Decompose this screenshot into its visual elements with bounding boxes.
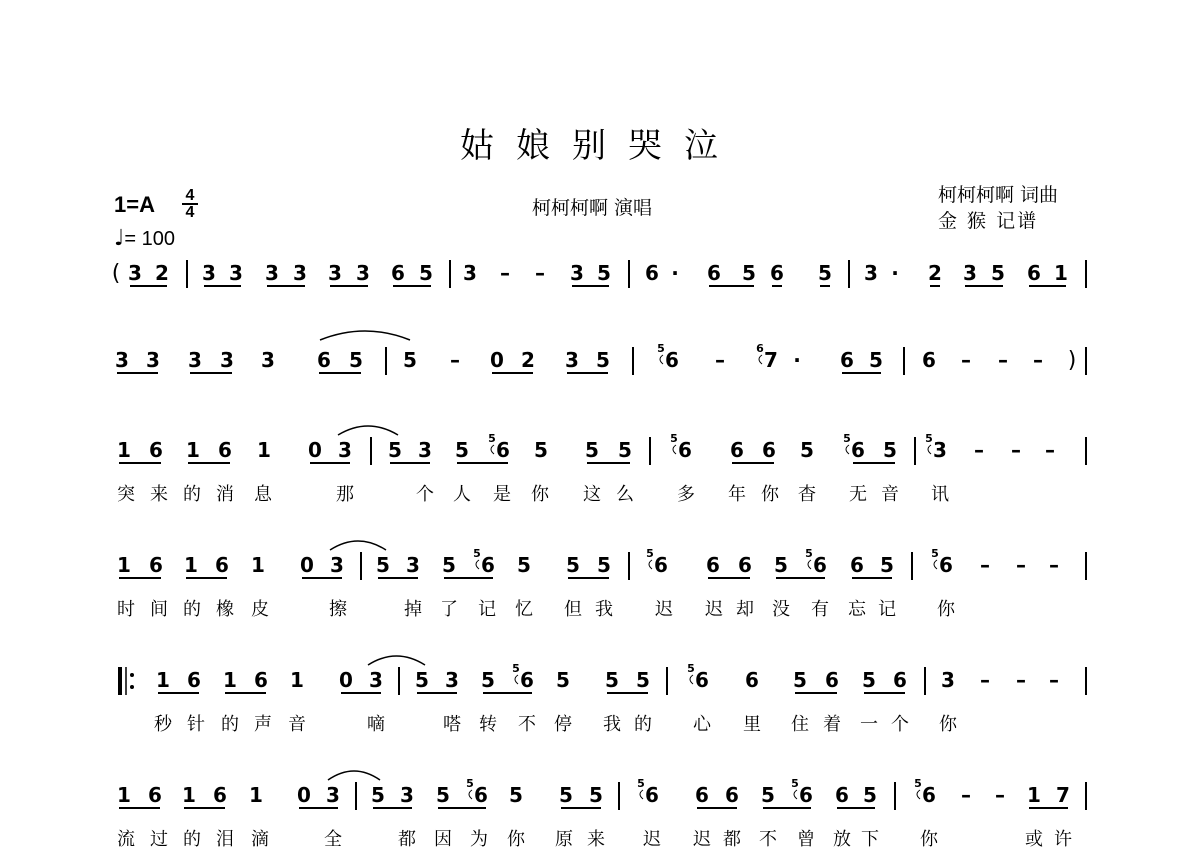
score-note: 0 bbox=[490, 348, 504, 372]
lyric-char: 嘀 bbox=[367, 714, 385, 735]
score-note: 1 bbox=[184, 553, 198, 577]
score-note: 6 bbox=[799, 783, 813, 807]
lyric-char: 来 bbox=[587, 829, 605, 850]
score-note: 3 bbox=[128, 261, 142, 285]
score-note: 6 bbox=[149, 438, 163, 462]
lyric-char: 杳 bbox=[798, 484, 816, 505]
extension-dash: – bbox=[998, 348, 1008, 372]
score-note: 5 bbox=[862, 668, 876, 692]
score-note: 3 bbox=[265, 261, 279, 285]
lyric-char: 嗒 bbox=[443, 714, 461, 735]
lyric-char: 间 bbox=[150, 599, 168, 620]
grace-note: 5 bbox=[791, 777, 799, 790]
extension-dash: – bbox=[1045, 438, 1055, 462]
lyric-char: 滴 bbox=[251, 829, 269, 850]
lyric-char: 消 bbox=[216, 484, 234, 505]
tie-arc bbox=[338, 426, 398, 435]
score-note: 3 bbox=[418, 438, 432, 462]
grace-slur bbox=[673, 445, 676, 454]
extension-dash: – bbox=[1049, 668, 1059, 692]
score-note: 5 bbox=[605, 668, 619, 692]
lyric-char: 你 bbox=[920, 829, 938, 850]
lyric-char: 你 bbox=[761, 484, 779, 505]
grace-note: 5 bbox=[512, 662, 520, 675]
page-title: 姑娘别哭泣 bbox=[460, 126, 740, 166]
grace-slur bbox=[917, 790, 920, 799]
score-note: · bbox=[671, 261, 679, 285]
score-note: 6 bbox=[730, 438, 744, 462]
score-note: 3 bbox=[369, 668, 383, 692]
lyric-char: 人 bbox=[453, 484, 471, 505]
grace-slur bbox=[846, 445, 849, 454]
grace-slur bbox=[928, 445, 931, 454]
score-note: 3 bbox=[565, 348, 579, 372]
score-note: 7 bbox=[764, 348, 778, 372]
lyric-char: 的 bbox=[221, 714, 239, 735]
score-note: 3 bbox=[330, 553, 344, 577]
lyric-char: 个 bbox=[416, 484, 434, 505]
score-note: 5 bbox=[818, 261, 832, 285]
lyric-char: 没 bbox=[772, 599, 790, 620]
lyric-char: 流 bbox=[117, 829, 135, 850]
score-note: 6 bbox=[215, 553, 229, 577]
lyric-char: 全 bbox=[324, 829, 342, 850]
score-note: 3 bbox=[406, 553, 420, 577]
score-note: 0 bbox=[339, 668, 353, 692]
grace-note: 5 bbox=[646, 547, 654, 560]
lyric-char: 橡 bbox=[216, 599, 234, 620]
score-note: 2 bbox=[521, 348, 535, 372]
lyric-char: 的 bbox=[183, 484, 201, 505]
score-row bbox=[117, 782, 1086, 850]
grace-slur bbox=[476, 560, 479, 569]
score-note: 5 bbox=[436, 783, 450, 807]
grace-note: 5 bbox=[637, 777, 645, 790]
extension-dash: – bbox=[1033, 348, 1043, 372]
grace-slur bbox=[690, 675, 693, 684]
tie-arc bbox=[328, 771, 380, 780]
score-row bbox=[115, 347, 1086, 375]
score-note: 5 bbox=[415, 668, 429, 692]
score-note: 6 bbox=[738, 553, 752, 577]
extension-dash: – bbox=[450, 348, 460, 372]
grace-slur bbox=[640, 790, 643, 799]
score-note: 5 bbox=[880, 553, 894, 577]
score-note: 5 bbox=[559, 783, 573, 807]
score-note: 6 bbox=[851, 438, 865, 462]
score-note: 6 bbox=[148, 783, 162, 807]
lyric-char: 声 bbox=[254, 714, 272, 735]
lyric-char: 忆 bbox=[515, 599, 533, 620]
lyric-char: 你 bbox=[507, 829, 525, 850]
score-note: 6 bbox=[825, 668, 839, 692]
score-note: 6 bbox=[762, 438, 776, 462]
score-note: 6 bbox=[850, 553, 864, 577]
score-note: 7 bbox=[1056, 783, 1070, 807]
grace-note: 6 bbox=[756, 342, 764, 355]
score-note: 6 bbox=[1027, 261, 1041, 285]
score-note: 6 bbox=[187, 668, 201, 692]
lyric-char: 放 bbox=[833, 829, 851, 850]
score-note: 6 bbox=[496, 438, 510, 462]
score-note: 5 bbox=[869, 348, 883, 372]
grace-slur bbox=[808, 560, 811, 569]
score-note: 3 bbox=[188, 348, 202, 372]
lyric-char: 转 bbox=[479, 714, 497, 735]
score-note: 3 bbox=[115, 348, 129, 372]
lyric-char: 下 bbox=[861, 829, 879, 850]
grace-note: 5 bbox=[914, 777, 922, 790]
score-row bbox=[117, 552, 1086, 620]
score-note: 6 bbox=[695, 668, 709, 692]
lyric-char: 或 bbox=[1025, 829, 1043, 850]
score-note: 3 bbox=[229, 261, 243, 285]
score-note: · bbox=[891, 261, 899, 285]
lyric-char: 着 bbox=[823, 714, 841, 735]
score-note: 1 bbox=[117, 783, 131, 807]
score-note: 5 bbox=[388, 438, 402, 462]
lyric-char: 有 bbox=[811, 599, 829, 620]
score-note: 3 bbox=[570, 261, 584, 285]
score-note: 5 bbox=[793, 668, 807, 692]
tie-arc bbox=[368, 656, 425, 665]
lyric-char: 无 bbox=[849, 484, 867, 505]
tempo-value: = 100 bbox=[124, 228, 175, 250]
lyric-char: 里 bbox=[743, 714, 761, 735]
lyric-char: 息 bbox=[254, 484, 272, 505]
score-note: 5 bbox=[455, 438, 469, 462]
grace-note: 5 bbox=[925, 432, 933, 445]
lyric-char: 但 bbox=[564, 599, 582, 620]
score-note: 6 bbox=[254, 668, 268, 692]
grace-slur bbox=[934, 560, 937, 569]
score-note: 5 bbox=[597, 553, 611, 577]
lyric-char: 音 bbox=[881, 484, 899, 505]
score-note: 1 bbox=[251, 553, 265, 577]
score-note: 6 bbox=[707, 261, 721, 285]
lyric-char: 个 bbox=[891, 714, 909, 735]
lyric-char: 针 bbox=[187, 714, 205, 735]
score-row bbox=[117, 437, 1086, 505]
lyric-char: 为 bbox=[470, 829, 488, 850]
grace-note: 5 bbox=[488, 432, 496, 445]
lyric-char: 迟 bbox=[643, 829, 661, 850]
repeat-dot bbox=[130, 685, 134, 689]
score-note: 0 bbox=[308, 438, 322, 462]
score-note: 5 bbox=[991, 261, 1005, 285]
score-note: 6 bbox=[665, 348, 679, 372]
lyric-char: 心 bbox=[693, 714, 711, 735]
lyric-char: 我 bbox=[603, 714, 621, 735]
lyric-char: 过 bbox=[150, 829, 168, 850]
score-note: 1 bbox=[117, 438, 131, 462]
score-note: 5 bbox=[774, 553, 788, 577]
extension-dash: – bbox=[961, 783, 971, 807]
lyric-char: 迟 bbox=[693, 829, 711, 850]
extension-dash: – bbox=[535, 261, 545, 285]
score-note: 3 bbox=[963, 261, 977, 285]
lyric-char: 擦 bbox=[329, 599, 347, 620]
grace-note: 5 bbox=[657, 342, 665, 355]
grace-note: 5 bbox=[843, 432, 851, 445]
lyric-char: 年 bbox=[728, 484, 746, 505]
time-signature-top: 4 bbox=[182, 188, 198, 205]
score-note: · bbox=[793, 348, 801, 372]
score-note: 3 bbox=[293, 261, 307, 285]
quarter-note-icon: ♩ bbox=[114, 226, 125, 251]
extension-dash: – bbox=[961, 348, 971, 372]
lyric-char: 停 bbox=[554, 714, 572, 735]
score-note: 5 bbox=[742, 261, 756, 285]
lyric-char: 音 bbox=[288, 714, 306, 735]
transcriber-credit: 金 猴 记谱 bbox=[938, 210, 1039, 232]
score-note: 6 bbox=[678, 438, 692, 462]
score-note: 3 bbox=[146, 348, 160, 372]
score-note: 6 bbox=[481, 553, 495, 577]
lyric-char: 你 bbox=[531, 484, 549, 505]
grace-slur bbox=[649, 560, 652, 569]
score-note: 0 bbox=[297, 783, 311, 807]
lyric-char: 迟 bbox=[705, 599, 723, 620]
score-note: 6 bbox=[213, 783, 227, 807]
score-note: 6 bbox=[654, 553, 668, 577]
score-note: 6 bbox=[645, 261, 659, 285]
lyric-char: 都 bbox=[723, 829, 741, 850]
score-note: 1 bbox=[117, 553, 131, 577]
score-note: 6 bbox=[695, 783, 709, 807]
singer-credit: 柯柯柯啊 演唱 bbox=[532, 197, 653, 219]
score-note: 6 bbox=[706, 553, 720, 577]
score-row bbox=[120, 667, 1086, 735]
extension-dash: – bbox=[500, 261, 510, 285]
score-note: 5 bbox=[376, 553, 390, 577]
lyric-char: 的 bbox=[634, 714, 652, 735]
score-note: 3 bbox=[220, 348, 234, 372]
score-note: 6 bbox=[474, 783, 488, 807]
extension-dash: – bbox=[1016, 668, 1026, 692]
score-note: 5 bbox=[636, 668, 650, 692]
score-note: 5 bbox=[509, 783, 523, 807]
score-note: 5 bbox=[349, 348, 363, 372]
lyric-char: 都 bbox=[398, 829, 416, 850]
score-note: 2 bbox=[155, 261, 169, 285]
score-note: 3 bbox=[941, 668, 955, 692]
score-note: 6 bbox=[745, 668, 759, 692]
score-note: 5 bbox=[883, 438, 897, 462]
lyric-char: 许 bbox=[1054, 829, 1072, 850]
score-note: 6 bbox=[813, 553, 827, 577]
score-note: ( bbox=[111, 261, 121, 286]
grace-slur bbox=[794, 790, 797, 799]
grace-note: 5 bbox=[670, 432, 678, 445]
key-signature: 1=A bbox=[114, 192, 155, 217]
score-note: 5 bbox=[442, 553, 456, 577]
score-note: 6 bbox=[835, 783, 849, 807]
score-note: 3 bbox=[864, 261, 878, 285]
grace-slur bbox=[660, 355, 663, 364]
score-note: 6 bbox=[893, 668, 907, 692]
score-note: 1 bbox=[249, 783, 263, 807]
score-note: 3 bbox=[463, 261, 477, 285]
score-note: 5 bbox=[618, 438, 632, 462]
score-note: 3 bbox=[328, 261, 342, 285]
lyric-char: 时 bbox=[117, 599, 135, 620]
score-note: 5 bbox=[371, 783, 385, 807]
score-row bbox=[112, 260, 1086, 288]
lyric-char: 迟 bbox=[655, 599, 673, 620]
grace-slur bbox=[515, 675, 518, 684]
lyric-char: 你 bbox=[939, 714, 957, 735]
score-note: 5 bbox=[589, 783, 603, 807]
lyric-char: 这 bbox=[583, 484, 601, 505]
lyric-char: 你 bbox=[937, 599, 955, 620]
lyric-char: 我 bbox=[595, 599, 613, 620]
extension-dash: – bbox=[1016, 553, 1026, 577]
score-note: 6 bbox=[725, 783, 739, 807]
score-note: ) bbox=[1067, 348, 1077, 373]
score-note: 6 bbox=[922, 348, 936, 372]
score-note: 5 bbox=[403, 348, 417, 372]
score-note: 6 bbox=[939, 553, 953, 577]
lyric-char: 的 bbox=[183, 829, 201, 850]
lyric-char: 讯 bbox=[931, 484, 949, 505]
score-note: 5 bbox=[596, 348, 610, 372]
score-note: 1 bbox=[1054, 261, 1068, 285]
score-note: 3 bbox=[326, 783, 340, 807]
extension-dash: – bbox=[715, 348, 725, 372]
score-note: 6 bbox=[520, 668, 534, 692]
score-note: 5 bbox=[800, 438, 814, 462]
score-note: 1 bbox=[1027, 783, 1041, 807]
lyric-char: 记 bbox=[878, 599, 896, 620]
grace-note: 5 bbox=[805, 547, 813, 560]
score-note: 5 bbox=[597, 261, 611, 285]
extension-dash: – bbox=[995, 783, 1005, 807]
score-note: 6 bbox=[645, 783, 659, 807]
score-note: 3 bbox=[933, 438, 947, 462]
grace-note: 5 bbox=[473, 547, 481, 560]
lyric-char: 曾 bbox=[797, 829, 815, 850]
lyric-char: 皮 bbox=[251, 599, 269, 620]
lyric-char: 泪 bbox=[216, 829, 234, 850]
extension-dash: – bbox=[1011, 438, 1021, 462]
tie-arc bbox=[320, 331, 410, 340]
repeat-dot bbox=[130, 673, 134, 677]
score-note: 5 bbox=[556, 668, 570, 692]
extension-dash: – bbox=[980, 668, 990, 692]
score-note: 6 bbox=[840, 348, 854, 372]
lyric-char: 住 bbox=[791, 714, 809, 735]
grace-slur bbox=[491, 445, 494, 454]
grace-slur bbox=[469, 790, 472, 799]
tie-arc bbox=[330, 541, 386, 550]
score-note: 3 bbox=[338, 438, 352, 462]
score-note: 6 bbox=[391, 261, 405, 285]
score-note: 1 bbox=[290, 668, 304, 692]
lyric-char: 来 bbox=[150, 484, 168, 505]
score-note: 5 bbox=[566, 553, 580, 577]
score-note: 1 bbox=[182, 783, 196, 807]
score-note: 5 bbox=[863, 783, 877, 807]
lyric-char: 了 bbox=[440, 599, 458, 620]
lyric-char: 么 bbox=[616, 484, 634, 505]
grace-note: 5 bbox=[466, 777, 474, 790]
score-note: 3 bbox=[400, 783, 414, 807]
lyric-char: 那 bbox=[336, 484, 354, 505]
time-signature-bottom: 4 bbox=[185, 204, 195, 221]
lyric-char: 原 bbox=[555, 829, 573, 850]
score-note: 5 bbox=[481, 668, 495, 692]
score-note: 1 bbox=[186, 438, 200, 462]
score-note: 3 bbox=[202, 261, 216, 285]
score-note: 5 bbox=[761, 783, 775, 807]
score-note: 5 bbox=[585, 438, 599, 462]
score-note: 3 bbox=[261, 348, 275, 372]
extension-dash: – bbox=[1049, 553, 1059, 577]
lyric-char: 一 bbox=[860, 714, 878, 735]
score-note: 6 bbox=[317, 348, 331, 372]
score-note: 1 bbox=[257, 438, 271, 462]
score-note: 6 bbox=[218, 438, 232, 462]
lyric-char: 不 bbox=[518, 714, 536, 735]
score-note: 1 bbox=[156, 668, 170, 692]
score-note: 6 bbox=[922, 783, 936, 807]
score-note: 5 bbox=[517, 553, 531, 577]
lyricist-credit: 柯柯柯啊 词曲 bbox=[938, 184, 1059, 206]
score-note: 0 bbox=[300, 553, 314, 577]
grace-note: 5 bbox=[931, 547, 939, 560]
score-note: 2 bbox=[928, 261, 942, 285]
lyric-char: 不 bbox=[759, 829, 777, 850]
score-note: 3 bbox=[445, 668, 459, 692]
grace-note: 5 bbox=[687, 662, 695, 675]
score-note: 3 bbox=[356, 261, 370, 285]
grace-slur bbox=[759, 355, 762, 364]
lyric-char: 忘 bbox=[848, 599, 866, 620]
score-note: 5 bbox=[534, 438, 548, 462]
lyric-char: 是 bbox=[493, 484, 511, 505]
lyric-char: 突 bbox=[117, 484, 135, 505]
lyric-char: 的 bbox=[183, 599, 201, 620]
score-note: 6 bbox=[770, 261, 784, 285]
lyric-char: 却 bbox=[736, 599, 754, 620]
score-note: 5 bbox=[419, 261, 433, 285]
score-note: 1 bbox=[223, 668, 237, 692]
lyric-char: 掉 bbox=[404, 599, 422, 620]
lyric-char: 多 bbox=[677, 484, 695, 505]
lyric-char: 因 bbox=[434, 829, 452, 850]
lyric-char: 秒 bbox=[154, 714, 172, 735]
lyric-char: 记 bbox=[478, 599, 496, 620]
score-note: 6 bbox=[149, 553, 163, 577]
extension-dash: – bbox=[980, 553, 990, 577]
extension-dash: – bbox=[974, 438, 984, 462]
